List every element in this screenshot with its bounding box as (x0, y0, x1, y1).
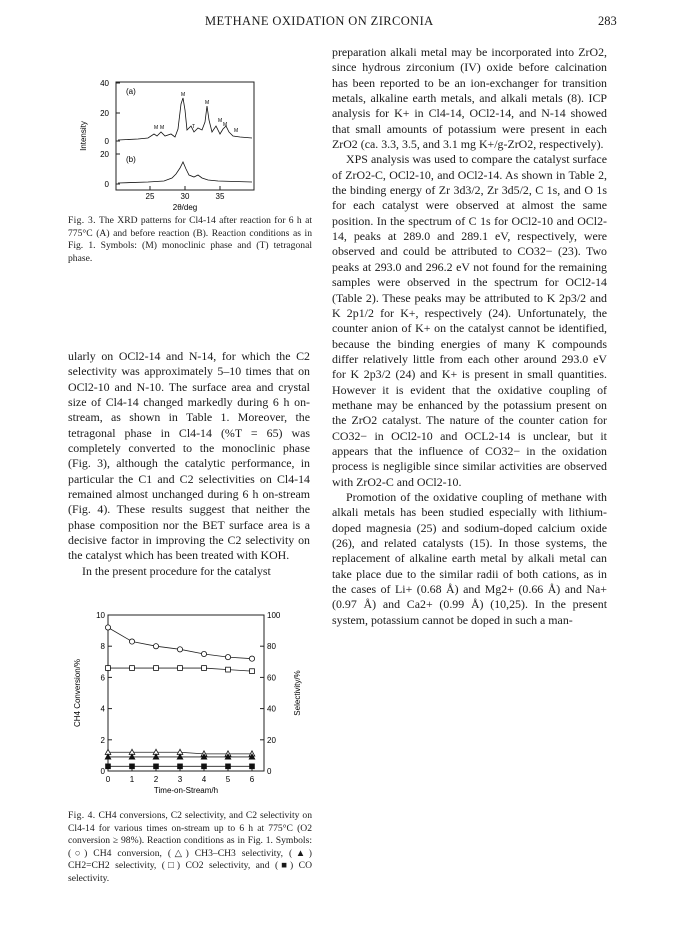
y-right-tick-label: 20 (267, 735, 276, 745)
data-point-square-filled (226, 764, 231, 769)
left-paragraph-2: In the present procedure for the catalyst (82, 563, 271, 578)
data-point-circle-open (105, 625, 110, 630)
y-right-tick-label: 60 (267, 673, 276, 683)
data-point-square-open (130, 666, 135, 671)
x-tick-label: 6 (249, 775, 255, 784)
data-point-square-filled (130, 764, 135, 769)
y-left-tick-label: 4 (100, 704, 105, 714)
data-point-square-filled (250, 764, 255, 769)
peak-label-m2: M (160, 125, 165, 131)
y-right-tick-label: 40 (267, 704, 276, 714)
xrd-ytick-20a: 20 (100, 109, 109, 118)
y-right-tick-label: 0 (267, 767, 272, 776)
xrd-trace-b (118, 162, 252, 183)
data-point-square-filled (178, 764, 183, 769)
xrd-ytick-0a: 0 (104, 137, 109, 146)
plot-frame (108, 615, 264, 771)
right-paragraph-1: preparation alkali metal may be incorporated into ZrO2, since hydrous zirconium (IV) oxide before calcination has been reported to be an ion-exchanger for transition metals, alkaline earth metals, and alkali metals (8). ICP analysis for K+ in Cl4-14, OCl2-14, and N-14 showed that small amounts of potassium were present in each ZrO2 (ca. 3.3, 3.5, and 3.1 mg K+/g-ZrO2, respectively). (332, 45, 607, 152)
data-point-circle-open (153, 644, 158, 649)
x-tick-label: 5 (225, 775, 231, 784)
peak-label-m3: M (181, 92, 186, 98)
data-point-circle-open (249, 656, 254, 661)
y-right-tick-label: 100 (267, 611, 281, 620)
right-column-text (332, 45, 607, 628)
data-point-square-open (154, 666, 159, 671)
xrd-xtick-30: 30 (180, 192, 190, 201)
y-left-tick-label: 10 (96, 611, 105, 620)
x-tick-label: 4 (201, 775, 207, 784)
running-header (0, 14, 673, 34)
left-column-text (68, 349, 310, 579)
peak-label-m7: M (234, 128, 239, 134)
y-left-tick-label: 0 (100, 767, 105, 776)
y-left-tick-label: 2 (100, 735, 105, 745)
xrd-ytick-40: 40 (100, 79, 109, 88)
xrd-xtick-25: 25 (145, 192, 155, 201)
y-left-tick-label: 8 (100, 642, 105, 652)
peak-label-m1: M (154, 125, 159, 131)
figure-4-caption-text: CH4 conversions, C2 selectivity, and C2 selectivity on Cl4-14 for various times on-stream up to 6 h at 775°C (O2 conversion ≥ 98%). Reaction conditions as in Fig. 1. Symbols: (○) CH4 conversion, (△) CH3–CH3 selectivity, (▲) CH2=CH2 selectivity, (□) CO2 selectivity, and (■) CO selectivity. (68, 810, 312, 884)
right-paragraph-2: XPS analysis was used to compare the catalyst surface of ZrO2-C, OCl2-10, and OCl2-14. As shown in Table 2, the binding energy of Zr 3d3/2, Zr 3d5/2, C 1s, and O 1s for each catalyst were observed at almost the same position. In the spectrum of C 1s for OCl2-10 and OCl2-14, peaks at 289.0 and 289.1 eV, respectively, were observed and could be attributed to CO32− (23). Two peaks at 293.0 and 296.2 eV not found for the remaining samples were observed in the spectrum for OCl2-14 (Table 2). These peaks may be attributed to K 2p3/2 and K 2p1/2 for K+, respectively (24). Unfortunately, the counter anion of K+ on the catalyst cannot be identified, because the binding energies of many K compounds differ relatively little from each other around 293.0 eV for K 2p3/2 (24) and K+ is present in small quantities. However it is evident that the oxidative coupling of methane may be enhanced by the potassium present on the ZrO2 catalyst. The nature of the counter cation for CO32− in OCl2-10 and OCL2-14 is unclear, but it appears that the influence of CO32− in the oxidation process is negligible since similar activities are observed with ZrO2-C and OCl2-10. (332, 152, 607, 489)
panel-a-label: (a) (126, 87, 136, 96)
x-tick-label: 1 (129, 775, 135, 784)
page-number: 283 (598, 14, 617, 28)
peak-label-m5: M (218, 118, 223, 124)
figure-4-chart (68, 603, 314, 808)
xrd-ytick-0b: 0 (104, 180, 109, 189)
data-point-square-open (226, 667, 231, 672)
y-left-tick-label: 6 (100, 673, 105, 683)
y-right-axis-label: Selectivity/% (293, 670, 302, 716)
peak-label-m4: M (205, 100, 210, 106)
xrd-ytick-20b: 20 (100, 150, 109, 159)
panel-b-label: (b) (126, 155, 136, 164)
data-point-circle-open (177, 647, 182, 652)
figure-3-caption (68, 215, 312, 265)
data-point-circle-open (225, 655, 230, 660)
right-paragraph-3: Promotion of the oxidative coupling of methane with alkali metals has been studied especially with lithium-doped magnesia (25) and sodium-doped calcium oxide (26), and related catalysts (15). In those systems, the replacement of alkaline earth metal by alkali metal can take place due to the similar radii of both cations, as in the cases of Li+ (0.68 Å) and Mg2+ (0.66 Å) and Na+ (0.97 Å) and Ca2+ (0.99 Å) (10,25). In the present system, potassium cannot be doped in such a man- (332, 489, 607, 627)
figure-4-caption (68, 810, 312, 886)
peak-label-t: T (192, 124, 196, 130)
running-title: METHANE OXIDATION ON ZIRCONIA (205, 14, 434, 28)
xrd-trace-a (118, 98, 252, 140)
figure-3-caption-text: The XRD patterns for Cl4-14 after reaction for 6 h at 775°C (A) and before reaction (B). Reaction conditions as in Fig. 1. Symbols: (M) monoclinic phase and (T) tetragonal phase. (68, 215, 312, 264)
x-axis-label: Time-on-Stream/h (153, 786, 219, 795)
x-tick-label: 3 (177, 775, 183, 784)
data-point-circle-open (201, 651, 206, 656)
data-point-square-open (250, 669, 255, 674)
figure-4-caption-label: Fig. 4. (68, 810, 96, 821)
figure-3-xrd (68, 74, 314, 214)
left-paragraph-1: ularly on OCl2-14 and N-14, for which the C2 selectivity was approximately 5–10 times that on OCl2-10 and N-10. The surface area and crystal size of Cl4-14 changed markedly during 6 h on-stream, as shown in Table 1. Moreover, the tetragonal phase in Cl4-14 (%T = 65) was completely converted to the monoclinic phase (Fig. 3), although the catalytic performance, in particular the C1 and C2 selectivities on Cl4-14 remained almost unchanged during 6 h on-stream (Fig. 4). These results suggest that neither the phase composition nor the BET surface area is a decisive factor in improving the C2 selectivity on the catalyst which has been treated with KOH. (68, 349, 310, 563)
peak-label-m6: M (223, 122, 228, 128)
data-point-square-open (178, 666, 183, 671)
x-tick-label: 2 (153, 775, 159, 784)
data-point-square-filled (202, 764, 207, 769)
xrd-xtick-35: 35 (215, 192, 225, 201)
time-on-stream-plot (68, 603, 314, 808)
data-point-square-open (106, 666, 111, 671)
data-point-square-filled (106, 764, 111, 769)
data-point-circle-open (129, 639, 134, 644)
figure-3-caption-label: Fig. 3. (68, 215, 96, 226)
xrd-xlabel: 2θ/deg (172, 203, 198, 212)
y-left-axis-label: CH4 Conversion/% (73, 658, 82, 728)
y-right-tick-label: 80 (267, 642, 276, 652)
xrd-plot (68, 74, 314, 214)
x-tick-label: 0 (105, 775, 111, 784)
data-point-square-open (202, 666, 207, 671)
xrd-ylabel: Intensity (79, 121, 88, 151)
data-point-square-filled (154, 764, 159, 769)
